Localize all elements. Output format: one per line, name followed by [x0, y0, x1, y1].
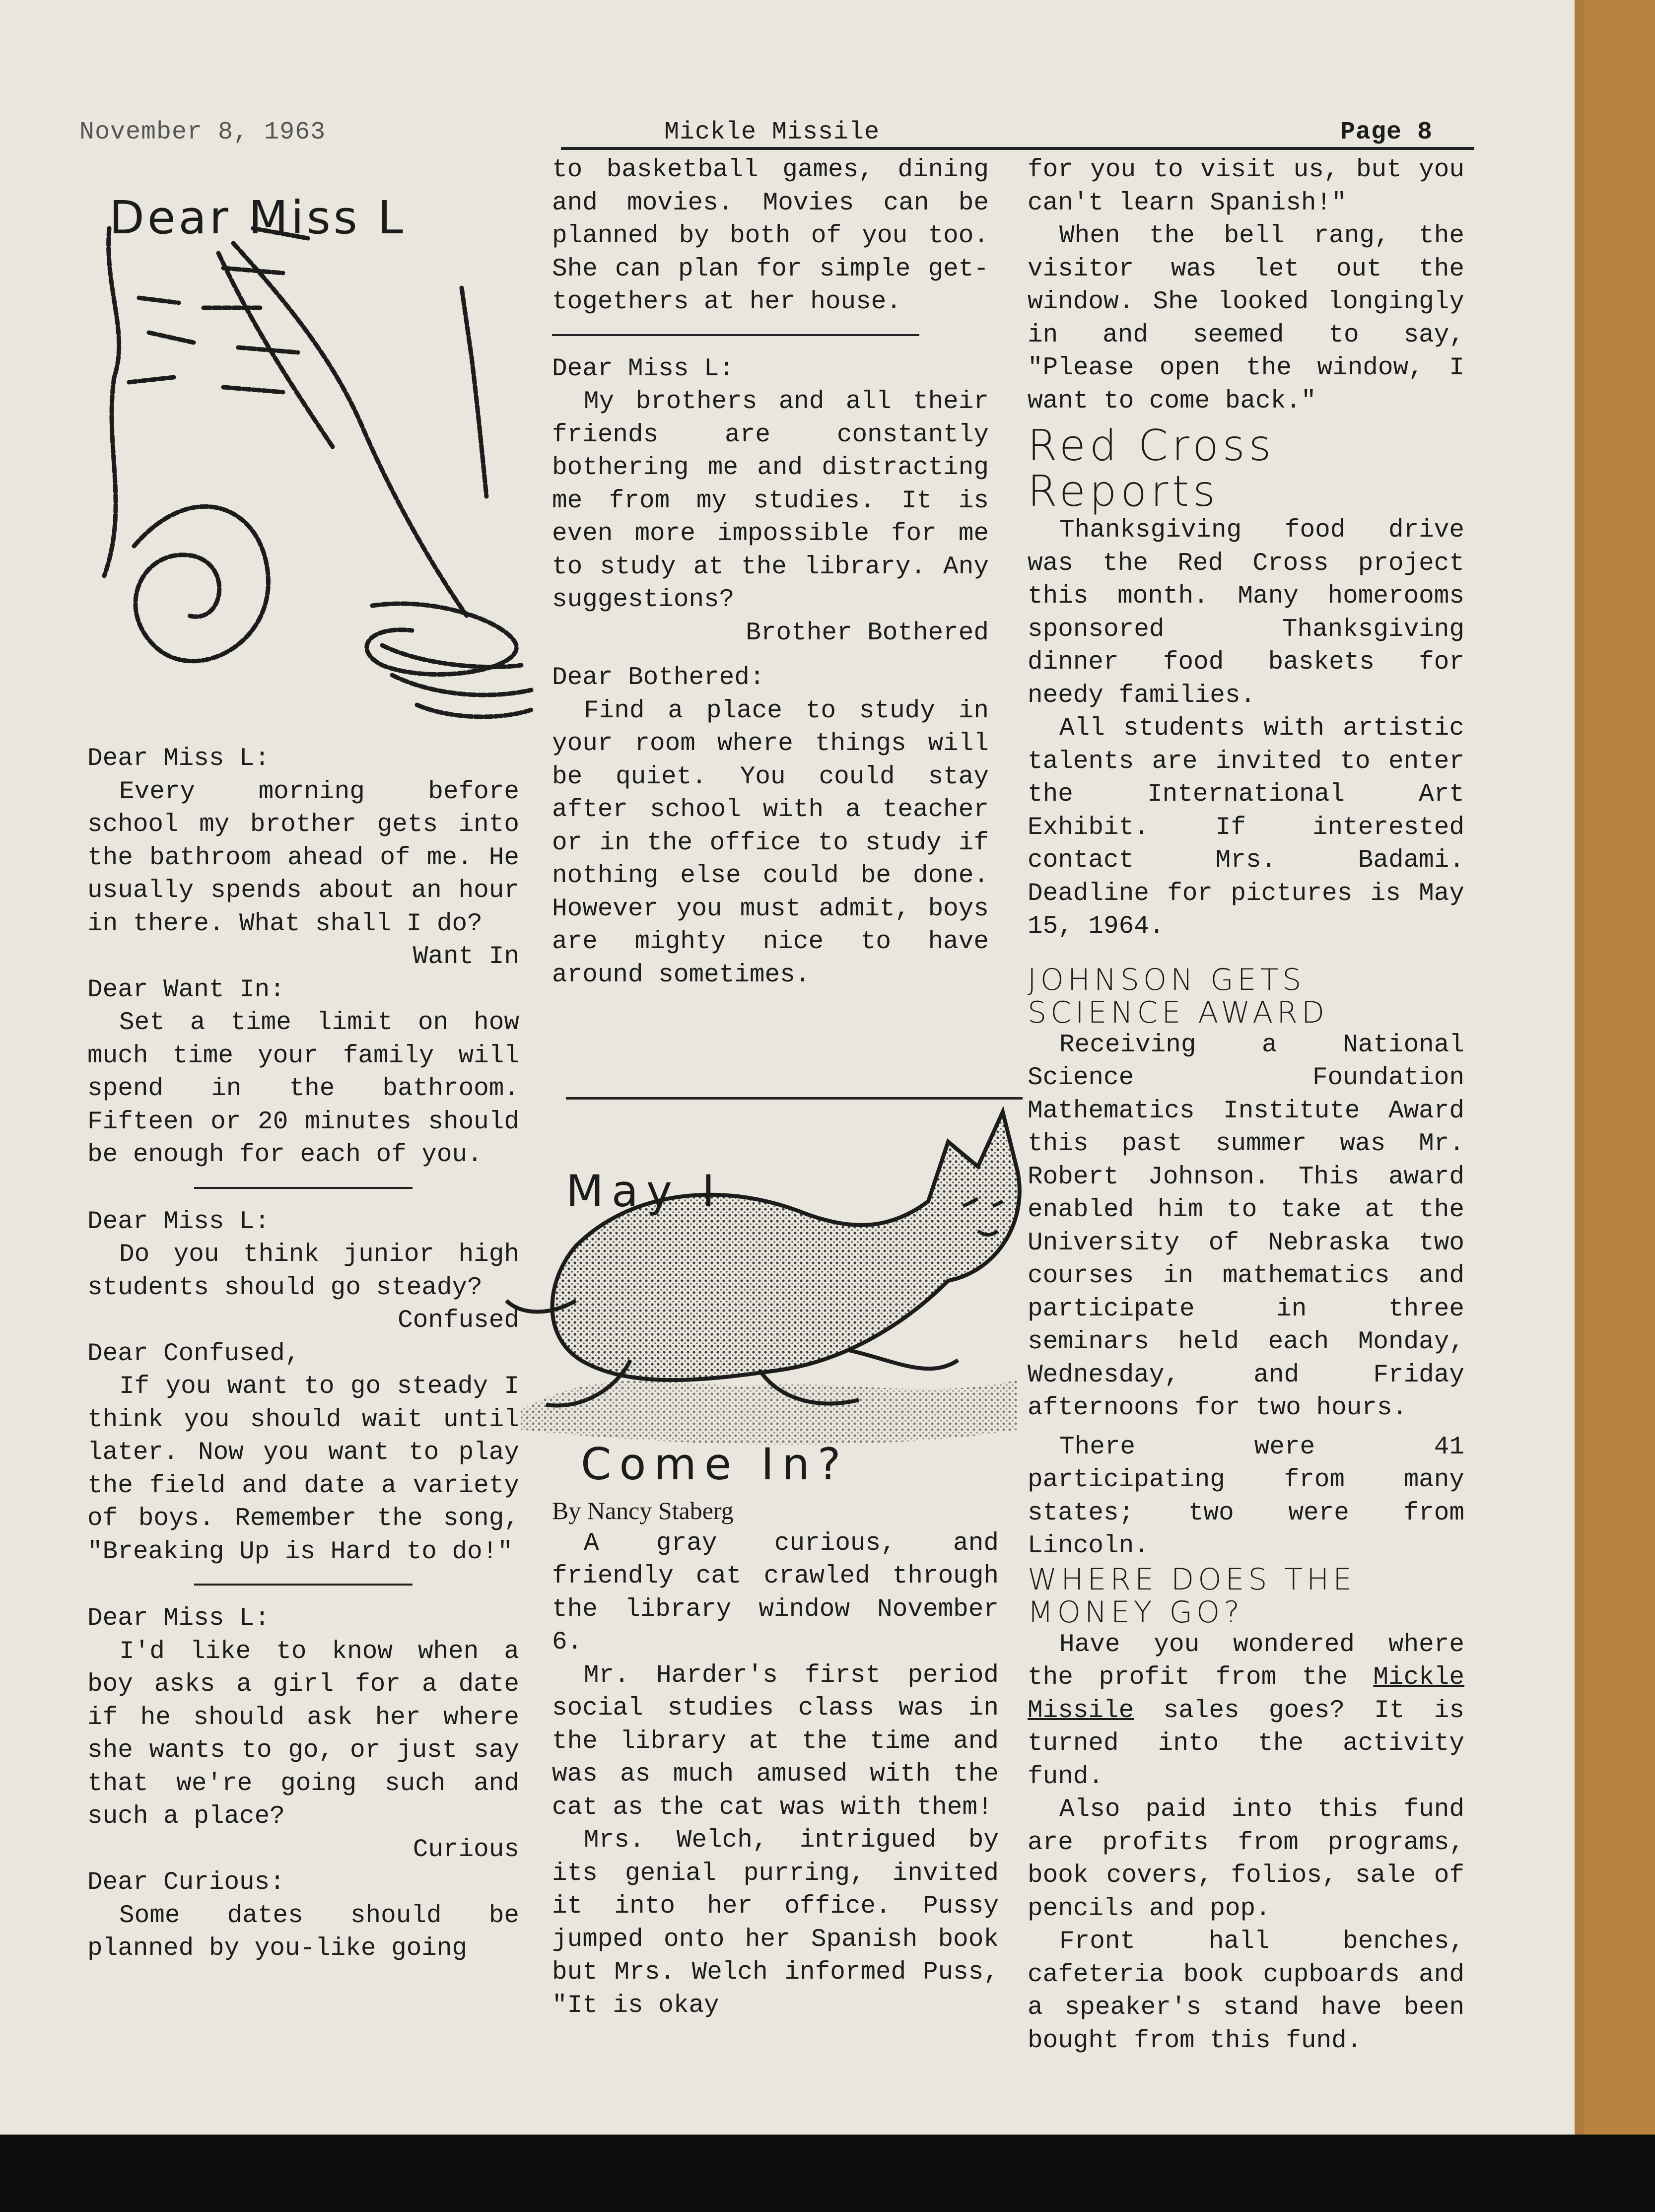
drawing-title: Dear Miss L — [109, 191, 407, 244]
red-cross-paragraph-2: All students with artistic talents are invited to enter the International Art Exhibit. If interested contact Mrs. Badami. Deadline for pictures is May 15, 1964. — [1028, 714, 1464, 941]
letter-3-body: I'd like to know when a boy asks a girl for a date if he should ask her where she wants to go, or just say that we're going such and such a place? — [87, 1637, 519, 1831]
cat-story-title-line-2: Come In? — [581, 1439, 849, 1490]
issue-date: November 8, 1963 — [79, 118, 326, 146]
paper-name-reference: Mickle Missile — [1028, 1663, 1464, 1725]
column-3 — [1028, 154, 1464, 2058]
letter-2-signature: Confused — [398, 1307, 519, 1335]
divider — [552, 334, 919, 336]
paper-name: Mickle Missile — [664, 118, 880, 146]
reply-2-salutation: Dear Confused, — [87, 1339, 300, 1368]
column-2-bottom — [552, 1494, 999, 2022]
reply-1-salutation: Dear Want In: — [87, 975, 285, 1004]
column-2-top — [552, 154, 989, 992]
red-cross-heading-line-1: Red Cross — [1028, 421, 1275, 471]
cat-story-title-line-1: May I — [566, 1166, 723, 1217]
quill-pen-drawing — [74, 169, 551, 735]
letter-4-signature: Brother Bothered — [746, 619, 989, 647]
scan-background — [0, 2135, 1655, 2212]
money-heading-line-1: WHERE DOES THE — [1028, 1562, 1356, 1597]
cat-story-ending: When the bell rang, the visitor was let out the window. She looked longingly in and seemed to say, "Please open the window, I want to come back." — [1028, 222, 1464, 415]
cat-story-continuation: for you to visit us, but you can't learn Spanish!" — [1028, 156, 1464, 217]
johnson-heading-line-1: JOHNSON GETS — [1028, 962, 1306, 997]
cat-story-paragraph-1: A gray curious, and friendly cat crawled through the library window November 6. — [552, 1529, 999, 1657]
money-paragraph-1: Have you wondered where the profit from the Mickle Missile sales goes? It is turned into the activity fund. — [1028, 1630, 1464, 1791]
money-paragraph-2: Also paid into this fund are profits from programs, book covers, folios, sale of pencils and pop. — [1028, 1796, 1464, 1923]
johnson-paragraph-2: There were 41 participating from many states; two were from Lincoln. — [1028, 1433, 1464, 1560]
column-1 — [87, 743, 519, 1966]
reply-3-salutation: Dear Curious: — [87, 1868, 285, 1897]
letter-4-body: My brothers and all their friends are constantly bothering me and distracting me from my studies. It is even more impossible for me to study at the library. Any suggestions? — [552, 388, 989, 614]
reply-1-body: Set a time limit on how much time your family will spend in the bathroom. Fifteen or 20 minutes should be enough for each of you. — [87, 1009, 519, 1169]
letter-1-salutation: Dear Miss L: — [87, 745, 270, 773]
letter-4-salutation: Dear Miss L: — [552, 354, 735, 383]
red-cross-heading-line-2: Reports — [1028, 467, 1219, 516]
cat-story-paragraph-2: Mr. Harder's first period social studies class was in the library at the time and was as much amused with the cat as the cat was with them! — [552, 1661, 999, 1822]
divider — [194, 1584, 413, 1586]
cat-story-paragraph-3: Mrs. Welch, intrigued by its genial purring, invited it into her office. Pussy jumped onto her Spanish book but Mrs. Welch informed Puss, "It is okay — [552, 1826, 999, 2020]
money-paragraph-3: Front hall benches, cafeteria book cupboards and a speaker's stand have been bought from this fund. — [1028, 1928, 1464, 2055]
cat-drawing — [501, 1082, 1037, 1490]
page-edge — [1584, 0, 1655, 2135]
byline: By Nancy Staberg — [552, 1497, 734, 1524]
reply-4-body: Find a place to study in your room where things will be quiet. You could stay after school with a teacher or in the office to study if nothing else could be done. However you must admit, boys are mighty nice to have around sometimes. — [552, 696, 989, 989]
letter-3-signature: Curious — [413, 1835, 519, 1864]
divider — [194, 1187, 413, 1189]
reply-2-body: If you want to go steady I think you should wait until later. Now you want to play the field and date a variety of boys. Remember the song, "Breaking Up is Hard to do!" — [87, 1373, 519, 1566]
johnson-heading-line-2: SCIENCE AWARD — [1028, 995, 1329, 1030]
letter-1-body: Every morning before school my brother gets into the bathroom ahead of me. He usually spends about an hour in there. What shall I do? — [87, 777, 519, 938]
letter-3-salutation: Dear Miss L: — [87, 1604, 270, 1633]
reply-4-salutation: Dear Bothered: — [552, 664, 765, 692]
page-number: Page 8 — [1340, 118, 1433, 146]
reply-continuation: to basketball games, dining and movies. Movies can be planned by both of you too. She can plan for simple get-togethers at her house. — [552, 156, 989, 316]
red-cross-paragraph-1: Thanksgiving food drive was the Red Cross project this month. Many homerooms sponsored Thanksgiving dinner food baskets for needy families. — [1028, 516, 1464, 710]
johnson-paragraph-1: Receiving a National Science Foundation Mathematics Institute Award this past summer was Mr. Robert Johnson. This award enabled him to take at the University of Nebraska two courses in mathematics and participate in three seminars held each Monday, Wednesday, and Friday afternoons for two hours. — [1028, 1031, 1464, 1422]
header-rule — [561, 147, 1474, 150]
letter-2-salutation: Dear Miss L: — [87, 1207, 270, 1236]
letter-1-signature: Want In — [413, 943, 519, 971]
letter-2-body: Do you think junior high students should go steady? — [87, 1241, 519, 1302]
reply-3-body: Some dates should be planned by you-like going — [87, 1901, 519, 1963]
money-heading-line-2: MONEY GO? — [1028, 1594, 1244, 1630]
